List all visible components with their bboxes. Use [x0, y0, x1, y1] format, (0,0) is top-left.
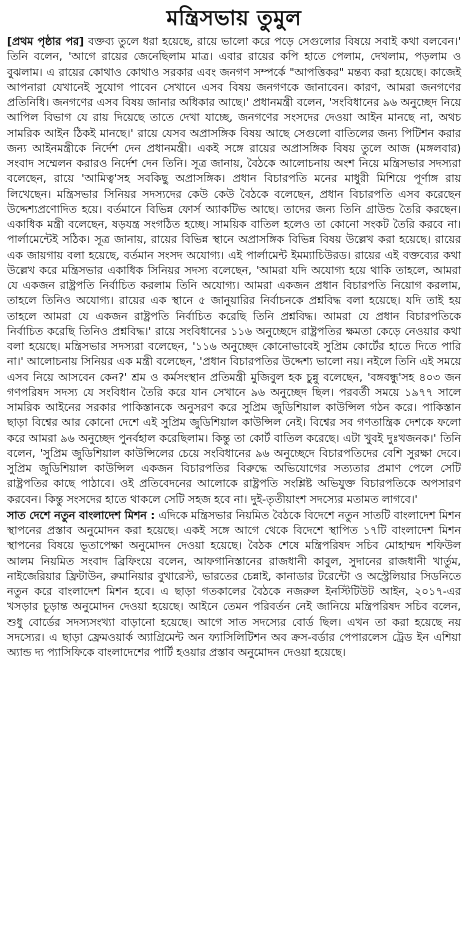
paragraph-1-body: বক্তব্য তুলে ধরা হয়েছে, রায়ে ভালো করে পড়ে সেগুলোর বিষয়ে সবাই কথা বলবেন।' তিনি বলেন, 'আগে রায়ের জেনেছিলাম মাত্র। এবার রায়ের কপি হাতে পেলাম, দেখলাম, পড়লাম ও বুঝলাম। এ রায়ের কোথাও কোথাও সরকার এবং জনগণ সম্পর্কে "আপত্তিকর" মন্তব্য করা হয়েছে। কাজেই আপনারা যেখানেই সুযোগ পাবেন সেখানে এসব বিষয় জনগণকে জানাবেন। কারণ, আমরা জনগণের প্রতিনিধি। জনগণের এসব বিষয় জানার অধিকার আছে।' প্রধানমন্ত্রী বলেন, 'সংবিধানের ৯৬ অনুচ্ছেদ নিয়ে আপিল বিভাগ যে রায় দিয়েছে তাতে দেখা যাচ্ছে, জনগণের সংসদের দেওয়া আইন মানছে না, অথচ সামরিক আইন ঠিকই মানছে।' রায়ে যেসব অপ্রাসঙ্গিক বিষয় আছে সেগুলো বাতিলের জন্য পিটিশন করার জন্য আইনমন্ত্রীকে নির্দেশ দেন প্রধানমন্ত্রী। একই সঙ্গে রায়ের অপ্রাসঙ্গিক বিষয় তুলে আজ (মঙ্গলবার) সংবাদ সম্মেলন করারও নির্দেশ দেন তিনি। সূত্র জানায়, বৈঠকে আলোচনায় অংশ নিয়ে মন্ত্রিসভার সদস্যরা বলেছেন, রায়ে 'আমিত্ব'সহ সবকিছু অপ্রাসঙ্গিক। প্রধান বিচারপতি মনের মাধুরী মিশিয়ে পূর্ণাঙ্গ রায় লিখেছেন। মন্ত্রিসভার সিনিয়র সদস্যদের কেউ কেউ বৈঠকে বলেছেন, প্রধান বিচারপতি এসব করেছেন উদ্দেশ্যপ্রণোদিত হয়ে। বর্তমানে বিভিন্ন ফোর্স অ্যাকটিভ আছে। তাদের জন্য তিনি গ্রাউন্ড তৈরি করছেন। একাধিক মন্ত্রী বলেছেন, ষড়যন্ত্র সংগঠিত হচ্ছে। সাময়িক বাতিল হলেও তা কোনো সংকট তৈরি করবে না। পার্লামেন্টেই সঠিক। সূত্র জানায়, রায়ের বিভিন্ন স্থানে অপ্রাসঙ্গিক বিভিন্ন বিষয় উল্লেখ করা হয়েছে। রায়ের এক জায়গায় বলা হয়েছে, বর্তমান সংসদ অযোগ্য। এই পার্লামেন্ট ইমম্যাচিউরড। রায়ের এই বক্তব্যের কথা উল্লেখ করে মন্ত্রিসভার একাধিক সিনিয়র সদস্য বলেছেন, 'আমরা যদি অযোগ্য হয়ে থাকি তাহলে, আমরা যে একজন রাষ্ট্রপতি নির্বাচিত করলাম তিনি অযোগ্য। আমরা একজন প্রধান বিচারপতি নিয়োগ করলাম, তাহলে তিনিও অযোগ্য। রায়ের এক স্থানে ৫ জানুয়ারির নির্বাচনকে প্রশ্নবিদ্ধ বলা হয়েছে। যদি তাই হয় তাহলে আমরা যে একজন রাষ্ট্রপতি নির্বাচিত করেছি তিনি প্রশ্নবিদ্ধ। আমরা যে প্রধান বিচারপতিকে নির্বাচিত করেছি তিনিও প্রশ্নবিদ্ধ।' রায়ে সংবিধানের ১১৬ অনুচ্ছেদে রাষ্ট্রপতির ক্ষমতা কেড়ে নেওয়ার কথা বলা হয়েছে। মন্ত্রিসভার সদস্যরা বলেছেন, '১১৬ অনুচ্ছেদ কোনোভাবেই সুপ্রিম কোর্টের হাতে দিতে পারি না।' আলোচনায় সিনিয়র এক মন্ত্রী বলেছেন, 'প্রধান বিচারপতির উদ্দেশ্য ভালো নয়। নইলে তিনি এই সময়ে এসব নিয়ে আসবেন কেন?' শ্রম ও কর্মসংস্থান প্রতিমন্ত্রী মুজিবুল হক চুন্নু বলেছেন, 'বঙ্গবন্ধু'সহ ৪০৩ জন গণপরিষদ সদস্য যে সংবিধান তৈরি করে যান সেখানে ৯৬ অনুচ্ছেদ ছিল। পরবর্তী সময়ে ১৯৭৭ সালে সামরিক আইনের সরকার পাকিস্তানকে অনুসরণ করে সুপ্রিম জুডিশিয়াল কাউন্সিল গঠন করে। পাকিস্তান ছাড়া বিশ্বের আর কোনো দেশে এই সুপ্রিম জুডিশিয়াল কাউন্সিল নেই। বিশ্বের সব গণতান্ত্রিক দেশকে ফলো করে আমরা ৯৬ অনুচ্ছেদ পুনর্বহাল করেছিলাম। কিন্তু তা কোর্ট বাতিল করেছে। এটা খুবই দুঃখজনক।' তিনি বলেন, 'সুপ্রিম জুডিশিয়াল কাউন্সিলের চেয়ে সংবিধানের ৯৬ অনুচ্ছেদে বিচারপতিদের বেশি সুরক্ষা দেবে। সুপ্রিম জুডিশিয়াল কাউন্সিল একজন বিচারপতির বিরুদ্ধে অভিযোগের সত্যতার প্রমাণ পেলে সেটি রাষ্ট্রপতির কাছে পাঠাবে। ওই প্রতিবেদনের আলোকে রাষ্ট্রপতি সংশ্লিষ্ট অভিযুক্ত বিচারপতিকে অপসারণ করবেন। কিন্তু সংসদের হাতে থাকলে সেটি সহজ হবে না। দুই-তৃতীয়াংশ সদস্যের মতামত লাগবে।': [7, 35, 461, 506]
paragraph-2-body: এদিকে মন্ত্রিসভার নিয়মিত বৈঠকে বিদেশে নতুন সাতটি বাংলাদেশ মিশন স্থাপনের প্রস্তাব অনুমোদন করা হয়েছে। একই সঙ্গে আগে থেকে বিদেশে স্থাপিত ১৭টি বাংলাদেশ মিশন স্থাপনের বিষয়ে ভূতাপেক্ষা অনুমোদন দেওয়া হয়েছে। বৈঠক শেষে মন্ত্রিপরিষদ সচিব মোহাম্মদ শফিউল আলম নিয়মিত সংবাদ ব্রিফিংয়ে বলেন, আফগানিস্তানের রাজধানী কাবুল, সুদানের রাজধানী খার্তুম, নাইজেরিয়ার ফ্রিটাউন, রুমানিয়ার বুখারেস্ট, ভারতের চেন্নাই, কানাডার টরেন্টো ও অস্ট্রেলিয়ার সিডনিতে নতুন করে বাংলাদেশ মিশন হবে। এ ছাড়া গতকালের বৈঠকে নজরুল ইনস্টিটিউট আইন, ২০১৭-এর খসড়ার চূড়ান্ত অনুমোদন দেওয়া হয়েছে। আইনে তেমন পরিবর্তন নেই জানিয়ে মন্ত্রিপরিষদ সচিব বলেন, শুধু বোর্ডের সদস্যসংখ্যা বাড়ানো হয়েছে। আগে সাত সদস্যের বোর্ড ছিল। এখন তা করা হয়েছে নয় সদস্যের। এ ছাড়া ফ্রেমওয়ার্ক অ্যাগ্রিমেন্ট অন ফ্যাসিলিটিশন অব ক্রস-বর্ডার পেপারলেস ট্রেড ইন এশিয়া অ্যান্ড দ্য প্যাসিফিকে বাংলাদেশের পার্টি হওয়ার প্রস্তাব অনুমোদন দেওয়া হয়েছে।: [7, 508, 461, 659]
subheading-new-missions: সাত দেশে নতুন বাংলাদেশ মিশন :: [7, 508, 155, 522]
continuation-marker: [প্রথম পৃষ্ঠার পর]: [7, 35, 85, 48]
headline: মন্ত্রিসভায় তুমুল: [166, 5, 302, 30]
article-paragraph-2: [7, 508, 461, 661]
article-paragraph-1: [7, 34, 461, 507]
